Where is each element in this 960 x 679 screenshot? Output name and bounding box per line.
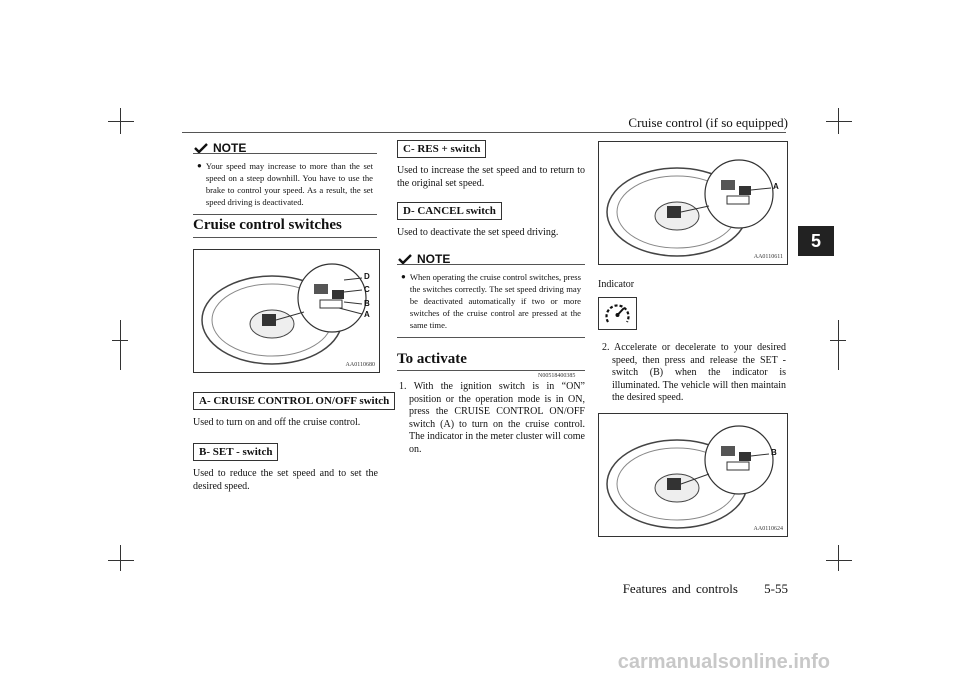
section-rule [193, 237, 377, 238]
header-rule [182, 132, 786, 133]
section-code: N00518400385 [538, 373, 576, 379]
crop-mark [830, 340, 846, 341]
crop-mark [120, 320, 121, 370]
crop-mark [108, 560, 134, 561]
section-tab: 5 [798, 226, 834, 256]
footer-page-number: 5-55 [764, 581, 788, 596]
figure-code: AA0110624 [753, 526, 783, 532]
switch-a-figure [598, 141, 788, 265]
bullet-icon: ● [197, 161, 202, 170]
page-footer [623, 581, 788, 597]
figure-code: AA0110680 [345, 362, 375, 368]
note-text: Your speed may increase to more than the set speed on a steep downhill. You have to use the brake to control your speed. As a result, the set speed driving is deactivated. [205, 161, 373, 207]
steering-wheel-illustration [599, 414, 787, 536]
note-box [397, 264, 585, 338]
note-box [193, 153, 377, 215]
switch-b-text: Used to reduce the set speed and to set the desired speed. [193, 468, 378, 492]
switch-a-text: Used to turn on and off the cruise control. [193, 417, 361, 428]
note-label: NOTE [417, 252, 451, 266]
figure-label-b: B [364, 299, 370, 308]
crop-mark [838, 545, 839, 571]
note-text: When operating the cruise control switches, press the switches correctly. The set speed driving may be deactivated automatically if two or more switches of the cruise control are pressed at the same time. [409, 272, 581, 330]
figure-code: AA0110611 [753, 254, 783, 260]
switch-c-text: Used to increase the set speed and to return to the original set speed. [397, 165, 585, 189]
crop-mark [826, 121, 852, 122]
switch-d-label: D- CANCEL switch [397, 202, 502, 220]
figure-label-b: B [771, 448, 777, 457]
crop-mark [838, 320, 839, 370]
steering-wheel-illustration [599, 142, 787, 264]
crop-mark [108, 121, 134, 122]
switch-d-text: Used to deactivate the set speed driving. [397, 227, 559, 238]
crop-mark [112, 340, 128, 341]
watermark: carmanualsonline.info [617, 651, 830, 673]
indicator-label: Indicator [598, 279, 635, 290]
figure-label-c: C [364, 285, 370, 294]
footer-chapter: Features and controls [622, 581, 738, 596]
indicator-icon-box [598, 297, 637, 330]
switch-c-label: C- RES + switch [397, 140, 486, 158]
crop-mark [120, 545, 121, 571]
section-title-switches: Cruise control switches [193, 217, 342, 233]
switch-a-label: A- CRUISE CONTROL ON/OFF switch [193, 392, 395, 410]
bullet-icon: ● [401, 272, 406, 281]
switch-b-label: B- SET - switch [193, 443, 278, 461]
step-2-text: 2. Accelerate or decelerate to your desired speed, then press and release the SET - switch (B) when the indicator is illuminated. The vehicle will then maintain the desired speed. [602, 342, 786, 403]
step-1-text: 1. With the ignition switch is in “ON” position or the operation mode is in ON, press the CRUISE CONTROL ON/OFF switch (A) to turn on the cruise control. The indicator in the meter cluster will come on. [399, 381, 585, 455]
figure-label-a: A [773, 182, 779, 191]
section-rule [397, 370, 585, 371]
switches-figure [193, 249, 380, 373]
note-label: NOTE [213, 141, 247, 155]
speedometer-icon [599, 298, 636, 329]
section-title-activate: To activate [397, 351, 467, 367]
figure-label-d: D [364, 272, 370, 281]
steering-wheel-illustration [194, 250, 379, 372]
crop-mark [826, 560, 852, 561]
figure-label-a: A [364, 310, 370, 319]
page-header-title: Cruise control (if so equipped) [628, 115, 788, 130]
switch-b-figure [598, 413, 788, 537]
